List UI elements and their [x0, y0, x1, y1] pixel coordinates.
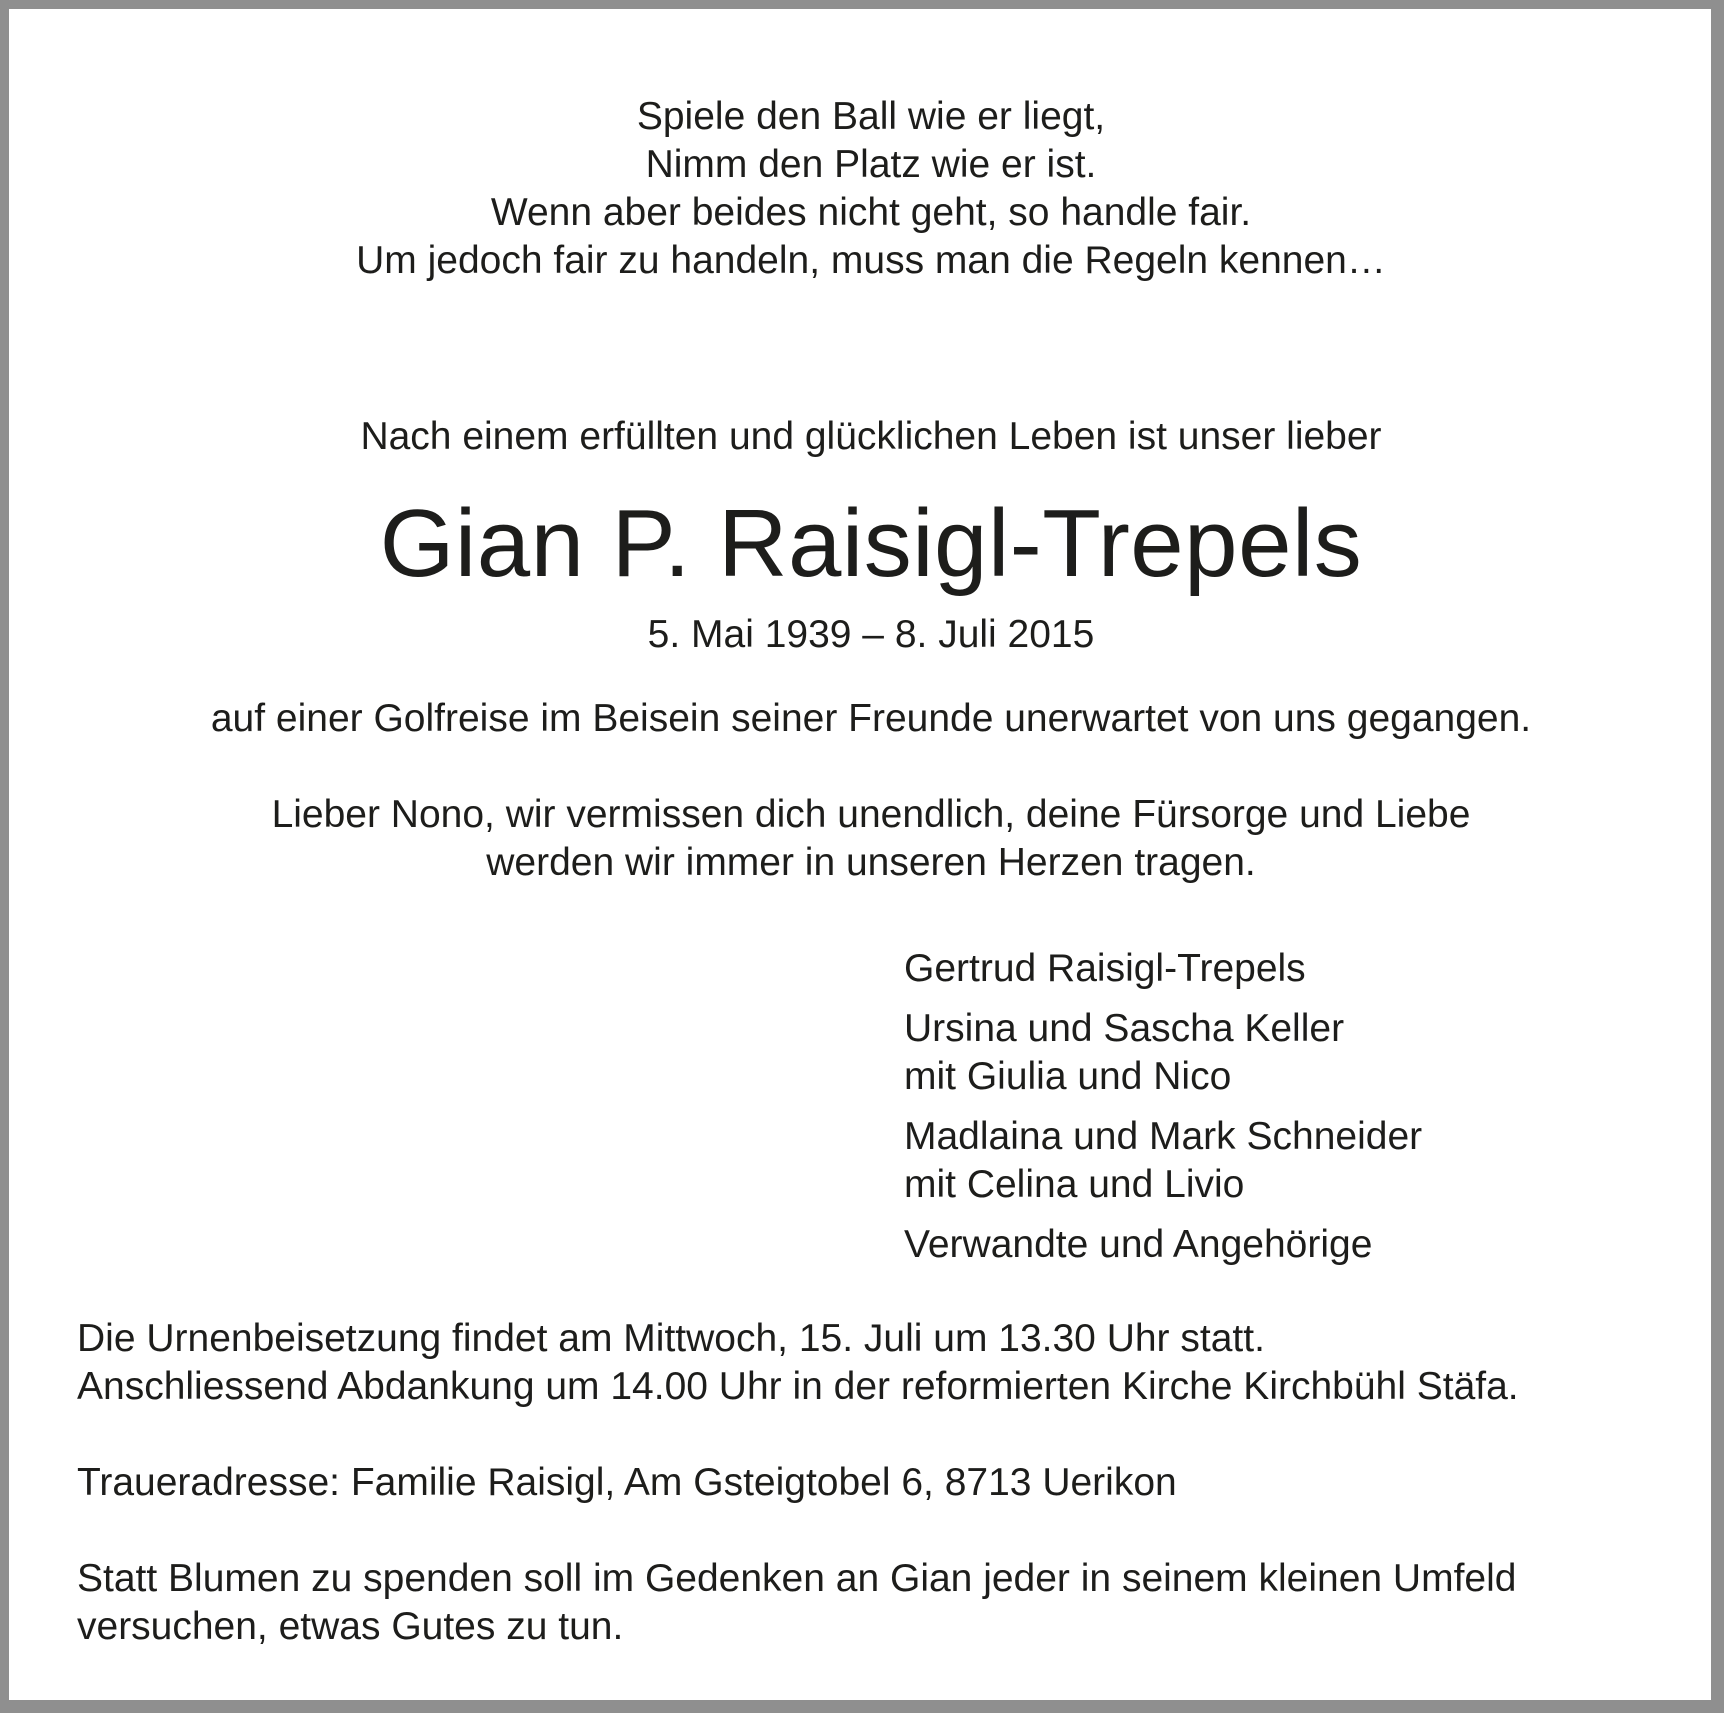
mourner-line: mit Celina und Livio	[904, 1163, 1245, 1206]
poem-line: Wenn aber beides nicht geht, so handle fair.	[490, 191, 1252, 234]
mourner-line: Ursina und Sascha Keller	[904, 1007, 1345, 1050]
notice-line: Statt Blumen zu spenden soll im Gedenken an Gian jeder in seinem kleinen Umfeld	[77, 1557, 1517, 1600]
mourner-line: Gertrud Raisigl-Trepels	[904, 947, 1306, 990]
poem-line: Spiele den Ball wie er liegt,	[636, 95, 1106, 138]
notice-line: Traueradresse: Familie Raisigl, Am Gsteigtobel 6, 8713 Uerikon	[77, 1461, 1177, 1504]
mourner-group	[904, 1221, 1422, 1269]
golf-poem	[9, 93, 1724, 285]
family-message	[9, 791, 1724, 887]
notice-line: Die Urnenbeisetzung findet am Mittwoch, 15. Juli um 13.30 Uhr statt.	[77, 1317, 1265, 1360]
notice-line: Anschliessend Abdankung um 14.00 Uhr in der reformierten Kirche Kirchbühl Stäfa.	[77, 1365, 1519, 1408]
donation-notice	[77, 1555, 1519, 1651]
funeral-notices	[77, 1315, 1519, 1651]
mourning-address	[77, 1459, 1519, 1507]
mourner-line: Madlaina und Mark Schneider	[904, 1115, 1423, 1158]
notice-line: versuchen, etwas Gutes zu tun.	[77, 1605, 624, 1648]
mourner-line: Verwandte und Angehörige	[904, 1223, 1373, 1266]
mourner-line: mit Giulia und Nico	[904, 1055, 1232, 1098]
mourner-group	[904, 945, 1422, 993]
poem-line: Nimm den Platz wie er ist.	[645, 143, 1097, 186]
passing-line: auf einer Golfreise im Beisein seiner Freunde unerwartet von uns gegangen.	[210, 697, 1532, 740]
life-dates: 5. Mai 1939 – 8. Juli 2015	[647, 613, 1095, 656]
mourners-list	[904, 945, 1422, 1281]
mourner-group	[904, 1113, 1422, 1209]
message-line: werden wir immer in unseren Herzen tragen.	[486, 841, 1256, 884]
mourner-group	[904, 1005, 1422, 1101]
message-line: Lieber Nono, wir vermissen dich unendlich, deine Fürsorge und Liebe	[271, 793, 1471, 836]
deceased-name: Gian P. Raisigl-Trepels	[379, 490, 1363, 597]
ceremony-notice	[77, 1315, 1519, 1411]
intro-line: Nach einem erfüllten und glücklichen Leben ist unser lieber	[360, 415, 1382, 458]
poem-line: Um jedoch fair zu handeln, muss man die Regeln kennen…	[356, 239, 1386, 282]
